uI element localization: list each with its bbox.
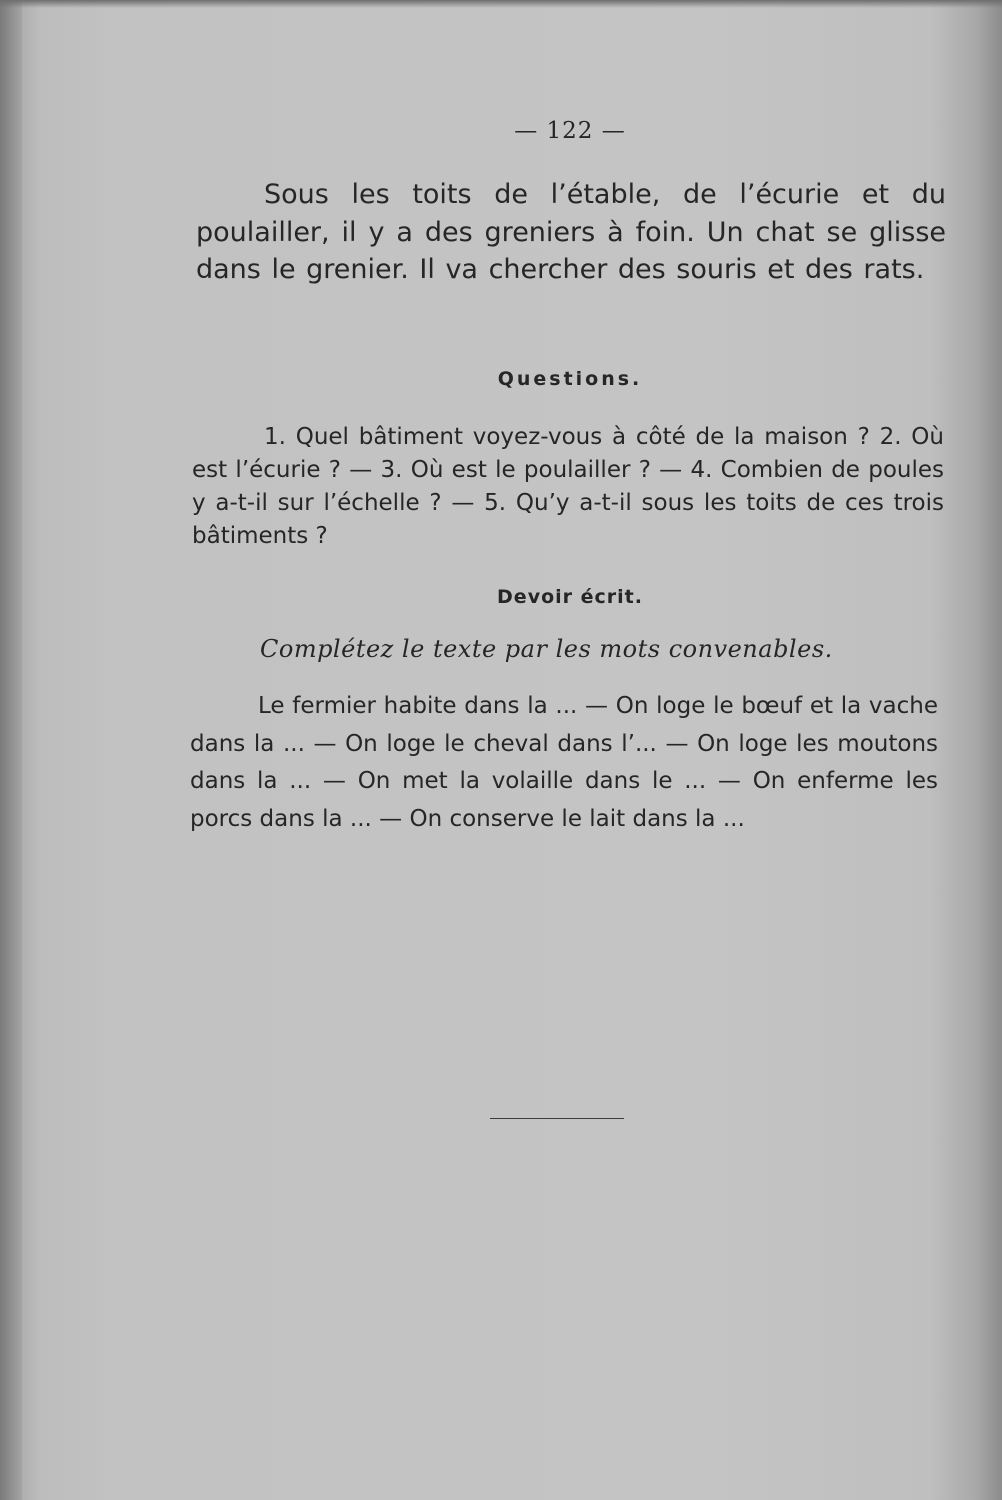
page-binding-edge [0, 0, 22, 1500]
section-divider [490, 1118, 624, 1119]
body-paragraph: Sous les toits de l’étable, de l’écurie et du poulailler, il y a des greniers à foin. Un chat se glisse dans le grenier. Il va chercher des souris et des rats. [196, 179, 946, 285]
questions-heading: Questions. [497, 368, 643, 390]
page-top-edge [0, 0, 1002, 8]
exercise-instruction: Complétez le texte par les mots convenables. [260, 635, 833, 663]
exercise-text: Le fermier habite dans la ... — On loge le bœuf et la vache dans la ... — On loge le cheval dans l’... — On loge les moutons dans la ... — On met la volaille dans le ... — On enferme les porcs dans la ... — On conserve le lait dans la ... [190, 693, 938, 832]
page-number: — 122 — [514, 118, 626, 144]
devoir-heading: Devoir écrit. [497, 586, 643, 608]
questions-list: 1. Quel bâtiment voyez-vous à côté de la maison ? 2. Où est l’écurie ? — 3. Où est le poulailler ? — 4. Combien de poules y a-t-il sur l’échelle ? — 5. Qu’y a-t-il sous les toits de ces trois bâtiments ? [192, 424, 944, 549]
